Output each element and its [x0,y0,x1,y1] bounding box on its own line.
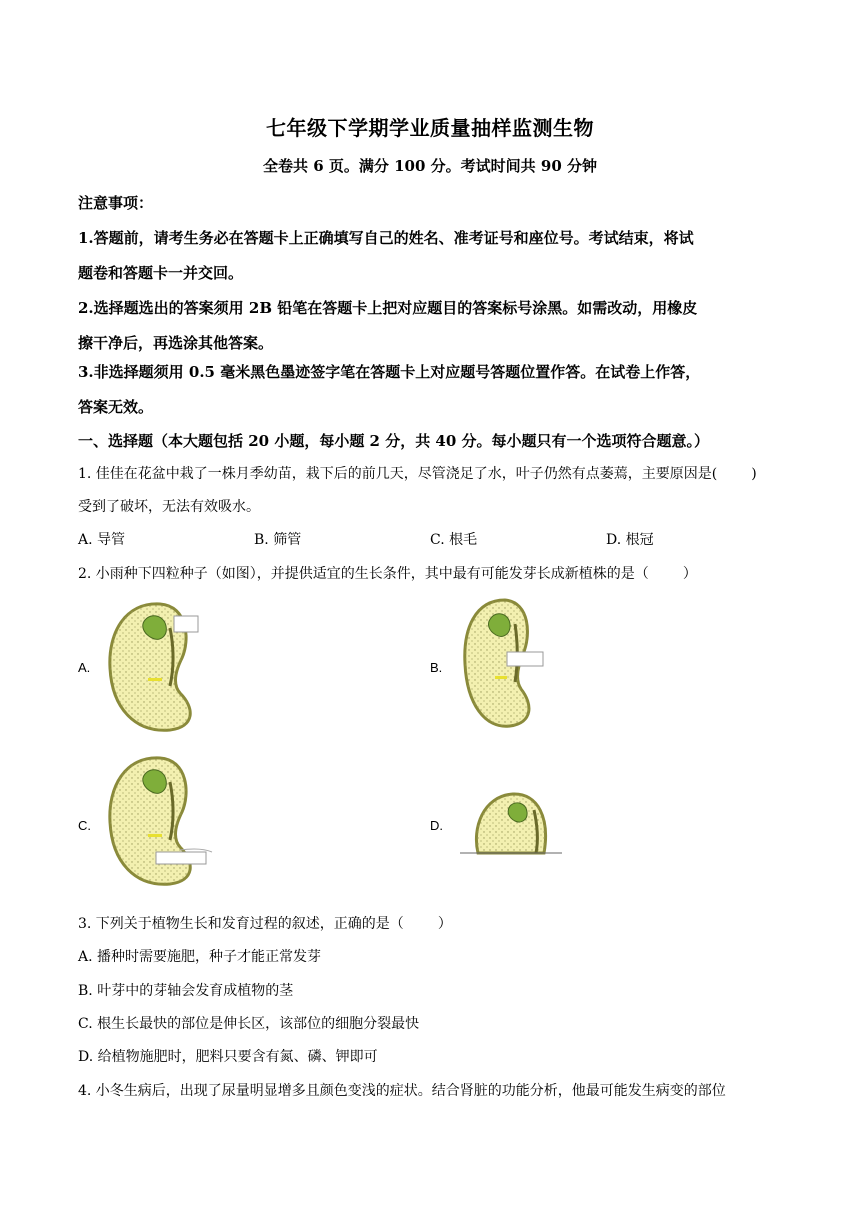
page-title: 七年级下学期学业质量抽样监测生物 [266,116,594,140]
notice-line: 1.答题前，请考生务必在答题卡上正确填写自己的姓名、准考证号和座位号。考试结束，将试 [78,229,694,247]
notice-line: 2.选择题选出的答案须用 2B 铅笔在答题卡上把对应题目的答案标号涂黑。如需改动，用橡皮 [78,299,698,317]
notice-line: 擦干净后，再选涂其他答案。 [78,334,274,352]
seed-figure-d [458,788,563,858]
question-1-line-2: 受到了破坏，无法有效吸水。 [78,499,260,515]
question-1-paren: ) [751,466,757,482]
question-1-line-1 [78,463,790,483]
option-d: D. 根冠 [606,532,654,548]
question-3-paren: ） [437,916,452,932]
option-a: A. 导管 [78,532,126,548]
question-3-option-c: C. 根生长最快的部位是伸长区，该部位的细胞分裂最快 [78,1016,420,1032]
question-3-option-d: D. 给植物施肥时，肥料只要含有氮、磷、钾即可 [78,1049,378,1065]
section-heading: 一、选择题（本大题包括 20 小题，每小题 2 分，共 40 分。每小题只有一个选项符合题意。） [78,432,710,450]
question-3-option-b: B. 叶芽中的芽轴会发育成植物的茎 [78,983,294,999]
question-2-text: 2. 小雨种下四粒种子（如图），并提供适宜的生长条件，其中最有可能发芽长成新植株的是（ [78,566,649,582]
notice-heading: 注意事项： [78,194,154,212]
option-c: C. 根毛 [430,532,478,548]
seed-figure-b [455,594,555,732]
question-3-option-a: A. 播种时需要施肥，种子才能正常发芽 [78,949,322,965]
page-subtitle: 全卷共 6 页。满分 100 分。考试时间共 90 分钟 [263,157,597,175]
notice-line: 答案无效。 [78,398,154,416]
question-3-stem [78,913,790,933]
seed-figure-a [100,598,220,736]
notice-line: 3.非选择题须用 0.5 毫米黑色墨迹签字笔在答题卡上对应题号答题位置作答。在试卷上作答， [78,363,701,381]
figure-label-c: C. [78,818,91,833]
option-b: B. 筛管 [254,532,302,548]
question-3-text: 3. 下列关于植物生长和发育过程的叙述，正确的是（ [78,916,404,932]
question-1-text: 1. 佳佳在花盆中栽了一株月季幼苗，栽下后的前几天，尽管浇足了水，叶子仍然有点萎蔫，主要原因是( [78,466,718,482]
question-4-stem: 4. 小冬生病后，出现了尿量明显增多且颜色变浅的症状。结合肾脏的功能分析，他最可能发生病变的部位 [78,1083,726,1099]
notice-line: 题卷和答题卡一并交回。 [78,264,244,282]
question-2-paren: ） [682,566,697,582]
figure-label-b: B. [430,660,443,675]
seed-figure-c [100,752,220,890]
question-2-stem [78,563,790,583]
figure-label-a: A. [78,660,91,675]
figure-label-d: D. [430,818,443,833]
